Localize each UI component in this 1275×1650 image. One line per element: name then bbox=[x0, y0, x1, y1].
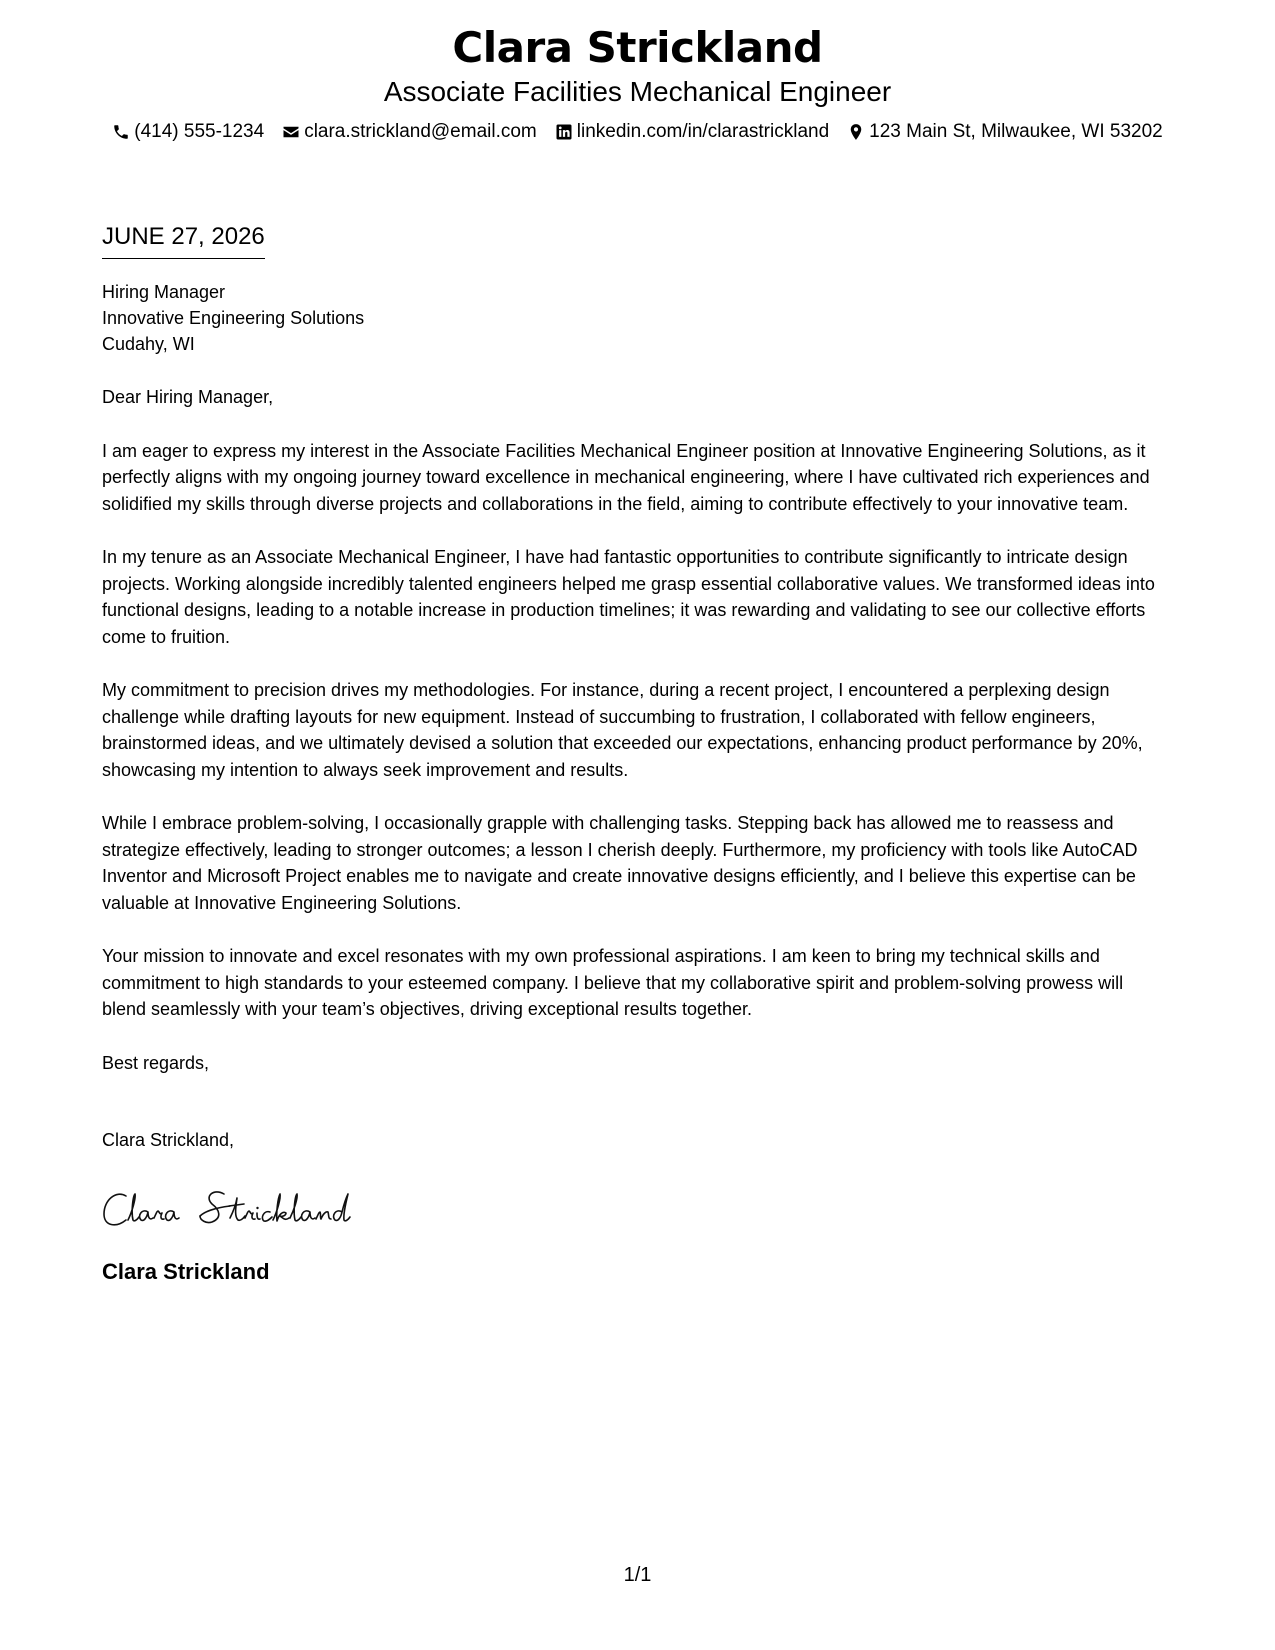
body-paragraph-1: I am eager to express my interest in the Associate Facilities Mechanical Engineer position at Innovative Engineering Solutions, as it perfectly aligns with my ongoing journey toward excellence in mechanical engineering, where I have cultivated rich experiences and solidified my skills through diverse projects and collaborations in the field, aiming to contribute effectively to your innovative team. bbox=[102, 440, 1150, 514]
letter-body bbox=[102, 222, 1172, 1286]
signoff-name: Clara Strickland, bbox=[102, 1130, 235, 1150]
recipient-title: Hiring Manager bbox=[102, 282, 226, 302]
salutation: Dear Hiring Manager, bbox=[102, 387, 274, 407]
letter-date: JUNE 27, 2026 bbox=[102, 222, 265, 259]
body-paragraph-2: In my tenure as an Associate Mechanical Engineer, I have had fantastic opportunities to contribute significantly to intricate design projects. Working alongside incredibly talented engineers helped me grasp essential collaborative values. We transformed ideas into functional designs, leading to a notable increase in production timelines; it was rewarding and validating to see our collective efforts come to fruition. bbox=[102, 547, 1155, 647]
body-paragraph-5: Your mission to innovate and excel resonates with my own professional aspirations. I am keen to bring my technical skills and commitment to high standards to your esteemed company. I believe that my collaborative spirit and problem-solving prowess will blend seamlessly with your team’s objectives, driving exceptional results together. bbox=[102, 946, 1124, 1019]
contact-email bbox=[282, 120, 537, 144]
phone-number: (414) 555-1234 bbox=[134, 121, 265, 142]
closing-line: Best regards, bbox=[102, 1052, 210, 1073]
contact-address bbox=[847, 120, 1163, 144]
handwritten-signature bbox=[102, 1184, 422, 1240]
applicant-job-title: Associate Facilities Mechanical Engineer bbox=[383, 76, 892, 107]
street-address: 123 Main St, Milwaukee, WI 53202 bbox=[869, 121, 1163, 142]
contact-phone bbox=[112, 120, 264, 144]
recipient-company: Innovative Engineering Solutions bbox=[102, 308, 365, 328]
linkedin-icon bbox=[555, 123, 573, 141]
linkedin-url: linkedin.com/in/clarastrickland bbox=[576, 121, 830, 142]
letter-header bbox=[0, 22, 1275, 144]
envelope-icon bbox=[282, 123, 300, 141]
printed-name: Clara Strickland bbox=[102, 1258, 270, 1284]
phone-icon bbox=[112, 123, 130, 141]
page-number: 1/1 bbox=[623, 1564, 652, 1586]
contact-bar bbox=[0, 120, 1275, 144]
body-paragraph-3: My commitment to precision drives my methodologies. For instance, during a recent project, I encountered a perplexing design challenge while drafting layouts for new equipment. Instead of succumbing to frustration, I collaborated with fellow engineers, brainstormed ideas, and we ultimately devised a solution that exceeded our expectations, enhancing product performance by 20%, showcasing my intention to always seek improvement and results. bbox=[102, 680, 1143, 780]
recipient-location: Cudahy, WI bbox=[102, 334, 195, 354]
recipient-block bbox=[102, 279, 1172, 357]
email-address: clara.strickland@email.com bbox=[304, 121, 537, 142]
body-paragraph-4: While I embrace problem-solving, I occasionally grapple with challenging tasks. Stepping back has allowed me to reassess and strategize effectively, leading to stronger outcomes; a lesson I cherish deeply. Furthermore, my proficiency with tools like AutoCAD Inventor and Microsoft Project enables me to navigate and create innovative designs efficiently, and I believe this expertise can be valuable at Innovative Engineering Solutions. bbox=[102, 813, 1138, 913]
map-pin-icon bbox=[847, 123, 865, 141]
contact-linkedin bbox=[555, 120, 829, 144]
applicant-name: Clara Strickland bbox=[452, 23, 823, 72]
